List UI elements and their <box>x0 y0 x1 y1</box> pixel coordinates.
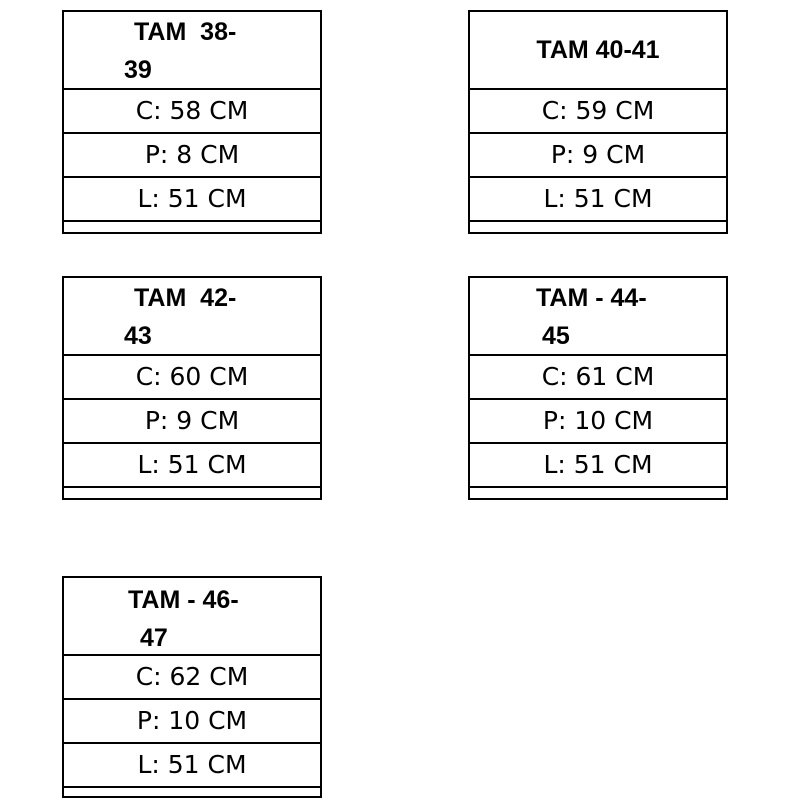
size-title-line1: TAM - 44- <box>536 284 647 312</box>
measure-row-p: P: 9 CM <box>64 400 320 444</box>
measure-row-p: P: 10 CM <box>64 700 320 744</box>
size-table-40-41 <box>468 10 728 234</box>
measure-row-p: P: 9 CM <box>470 134 726 178</box>
measure-row-length: L: 51 CM <box>470 178 726 222</box>
size-title-line2: 45 <box>542 322 570 350</box>
measure-row-chest: C: 62 CM <box>64 656 320 700</box>
size-table-44-45 <box>468 276 728 500</box>
measure-row-length: L: 51 CM <box>64 744 320 788</box>
size-title-line1: TAM 38- <box>134 18 237 46</box>
measure-row-chest: C: 58 CM <box>64 90 320 134</box>
size-table-46-47 <box>62 576 322 798</box>
measure-row-p: P: 10 CM <box>470 400 726 444</box>
size-table-header <box>64 12 320 90</box>
table-footer-gap <box>470 488 726 498</box>
table-footer-gap <box>64 488 320 498</box>
size-title-line1: TAM 42- <box>134 284 237 312</box>
size-table-42-43 <box>62 276 322 500</box>
measure-row-length: L: 51 CM <box>470 444 726 488</box>
size-table-38-39 <box>62 10 322 234</box>
size-title-line1: TAM 40-41 <box>536 36 660 64</box>
table-footer-gap <box>470 222 726 232</box>
measure-row-chest: C: 61 CM <box>470 356 726 400</box>
measure-row-chest: C: 59 CM <box>470 90 726 134</box>
table-footer-gap <box>64 788 320 798</box>
measure-row-length: L: 51 CM <box>64 444 320 488</box>
size-table-header <box>470 278 726 356</box>
size-title-line2: 47 <box>140 624 168 652</box>
size-title-line2: 39 <box>124 56 152 84</box>
measure-row-chest: C: 60 CM <box>64 356 320 400</box>
measure-row-p: P: 8 CM <box>64 134 320 178</box>
size-table-header <box>470 12 726 90</box>
table-footer-gap <box>64 222 320 232</box>
measure-row-length: L: 51 CM <box>64 178 320 222</box>
size-table-header <box>64 278 320 356</box>
size-title-line2: 43 <box>124 322 152 350</box>
size-title-line1: TAM - 46- <box>128 586 239 614</box>
size-table-header <box>64 578 320 656</box>
